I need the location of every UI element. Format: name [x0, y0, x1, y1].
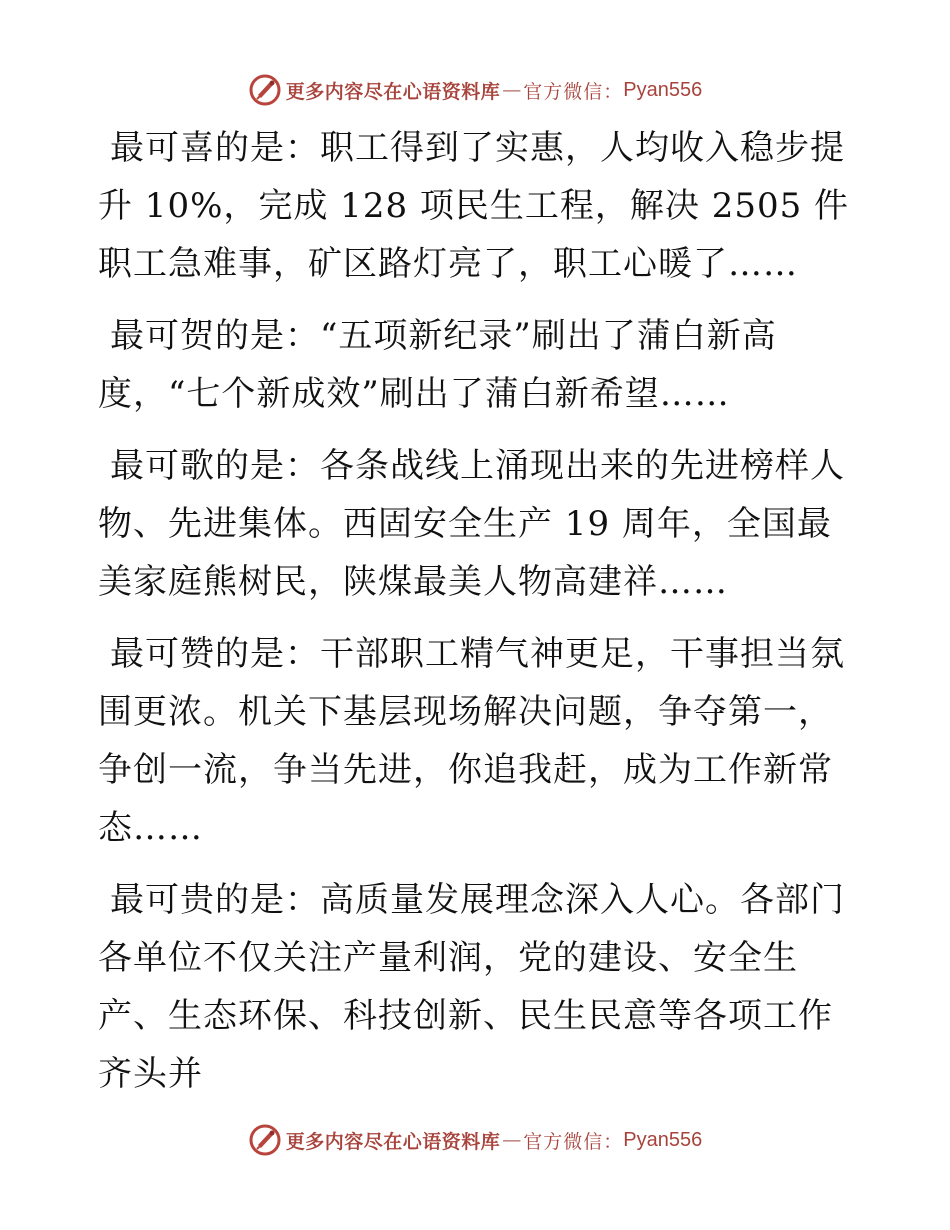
document-body: [98, 119, 850, 1117]
paragraph-4: 最可赞的是：干部职工精气神更足，干事担当氛围更浓。机关下基层现场解决问题，争夺第一，争创一流，争当先进，你追我赶，成为工作新常态……: [98, 634, 845, 848]
paragraph-3: 最可歌的是：各条战线上涌现出来的先进榜样人物、先进集体。西固安全生产 19 周年，全国最美家庭熊树民，陕煤最美人物高建祥……: [98, 446, 845, 602]
footer-dash: —: [502, 1129, 522, 1151]
brand-logo-icon: [248, 73, 282, 107]
header-banner: [0, 70, 950, 110]
brand-logo-icon: [248, 1123, 282, 1157]
footer-wechat-label: 官方微信：: [523, 1130, 624, 1153]
paragraph-5: 最可贵的是：高质量发展理念深入人心。各部门各单位不仅关注产量利润，党的建设、安全生产、生态环保、科技创新、民生民意等各项工作齐头并: [98, 880, 845, 1094]
paragraph-2: 最可贺的是：“五项新纪录”刷出了蒲白新高度，“七个新成效”刷出了蒲白新希望……: [98, 316, 777, 414]
footer-brand-text: 更多内容尽在心语资料库: [285, 1130, 501, 1153]
header-dash: —: [502, 79, 522, 101]
header-brand-text: 更多内容尽在心语资料库: [285, 80, 501, 103]
footer-banner: [0, 1120, 950, 1160]
paragraph-1: 最可喜的是：职工得到了实惠，人均收入稳步提升 10%，完成 128 项民生工程，解决 2505 件职工急难事，矿区路灯亮了，职工心暖了……: [98, 128, 850, 284]
header-wechat-id: Pyan556: [623, 78, 703, 101]
footer-wechat-id: Pyan556: [623, 1128, 703, 1151]
header-wechat-label: 官方微信：: [523, 80, 624, 103]
